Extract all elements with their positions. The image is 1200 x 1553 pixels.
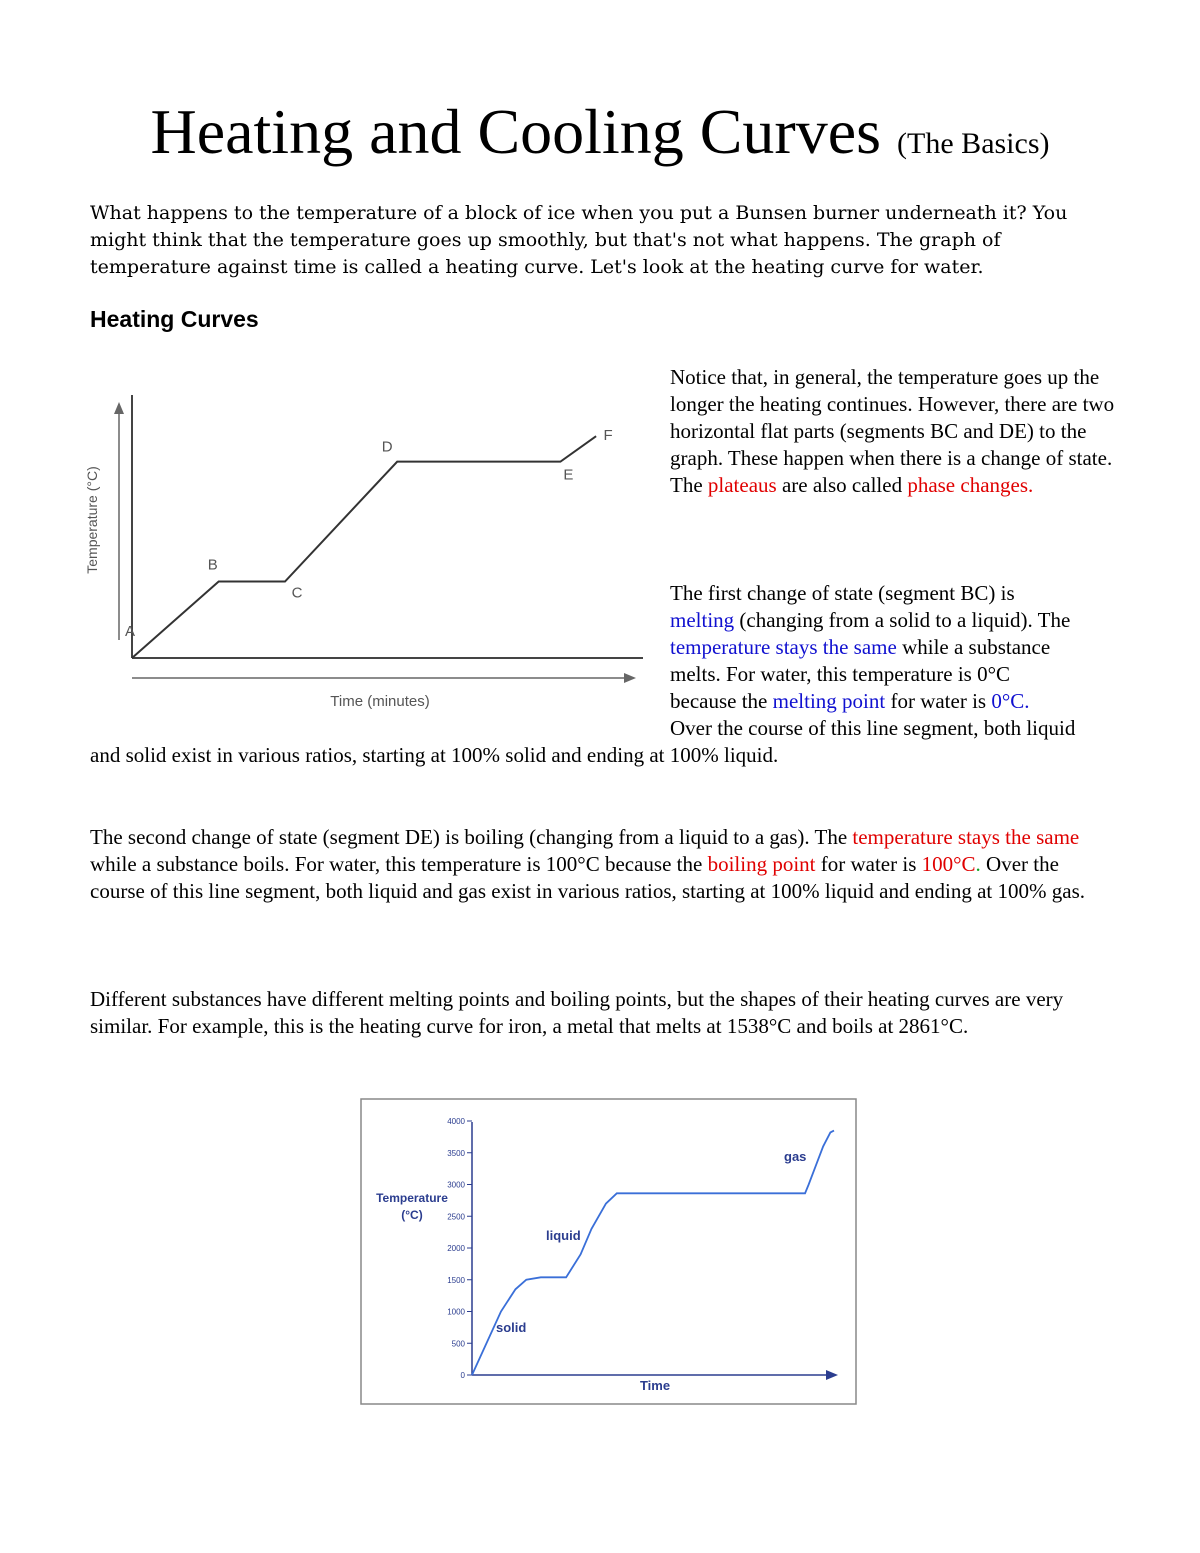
temperature-same-term-2: temperature stays the same <box>852 825 1080 849</box>
y-tick-label: 1000 <box>447 1307 465 1317</box>
plateaus-term: plateaus <box>707 473 777 497</box>
chart-frame <box>361 1099 856 1404</box>
y-tick-label: 3000 <box>447 1180 465 1190</box>
x-axis-label: Time (minutes) <box>330 693 430 710</box>
point-label-A: A <box>124 623 136 640</box>
point-label-E: E <box>563 466 574 484</box>
point-label-D: D <box>381 438 393 456</box>
point-label-F: F <box>603 427 613 445</box>
annotation-liquid: liquid <box>546 1228 581 1243</box>
notice-paragraph: Notice that, in general, the temperature goes up the longer the heating continues. However, there are two horizontal flat parts (segments BC and DE) to the graph. These happen when there is a change of state. The plateaus are also called phase changes. <box>670 365 1115 497</box>
point-label-B: B <box>207 556 218 574</box>
y-axis-label-line1: Temperature <box>376 1191 448 1205</box>
phase-changes-term: phase changes <box>907 473 1029 497</box>
melting-term: melting <box>670 608 735 632</box>
y-tick-label: 0 <box>460 1371 465 1380</box>
y-tick-label: 1500 <box>447 1275 465 1285</box>
water-heating-line <box>132 436 596 658</box>
x-axis-label: Time <box>639 1378 671 1393</box>
page-title <box>0 92 1200 184</box>
melting-point-term: melting point <box>772 689 886 713</box>
boiling-point-term: boiling point <box>707 852 816 876</box>
temperature-same-term: temperature stays the same <box>670 635 897 659</box>
y-tick-label: 3500 <box>447 1148 465 1158</box>
y-tick-label: 2000 <box>447 1244 465 1253</box>
title-subtitle: (The Basics) <box>897 127 1050 160</box>
title-main: Heating and Cooling Curves <box>150 96 882 167</box>
iron-heating-curve-chart <box>360 1098 858 1406</box>
intro-paragraph: What happens to the temperature of a block of ice when you put a Bunsen burner underneath it? You might think that the temperature goes up smoothly, but that's not what happens. The graph of temperature against time is called a heating curve. Let's look at the heating curve for water. <box>90 202 1068 278</box>
y-axis-label-line2: (°C) <box>401 1208 423 1222</box>
different-substances-paragraph: Different substances have different melting points and boiling points, but the shapes of their heating curves are very similar. For example, this is the heating curve for iron, a metal that melts at 1538°C and boils at 2861°C. <box>90 987 1064 1038</box>
section-heading: Heating Curves <box>90 306 259 332</box>
y-axis-label: Temperature (°C) <box>84 466 100 574</box>
melting-point-value: 0°C. <box>991 689 1030 713</box>
y-tick-label: 500 <box>451 1339 465 1349</box>
boiling-point-value: 100°C <box>921 852 976 876</box>
y-axis-arrowhead <box>114 402 124 414</box>
second-change-paragraph: The second change of state (segment DE) is boiling (changing from a liquid to a gas). The temperature stays the same while a substance boils. For water, this temperature is 100°C because the boiling point for water is 100°C. Over the course of this line segment, both liquid and gas exist in various ratios, starting at 100% liquid and ending at 100% gas. <box>90 825 1085 903</box>
annotation-solid: solid <box>496 1320 527 1335</box>
point-label-C: C <box>291 584 303 602</box>
water-heating-curve-chart <box>80 390 650 720</box>
annotation-gas: gas <box>784 1149 807 1164</box>
y-tick-label: 2500 <box>447 1212 465 1222</box>
x-axis-arrowhead <box>624 673 636 683</box>
y-tick-label: 4000 <box>447 1117 465 1126</box>
